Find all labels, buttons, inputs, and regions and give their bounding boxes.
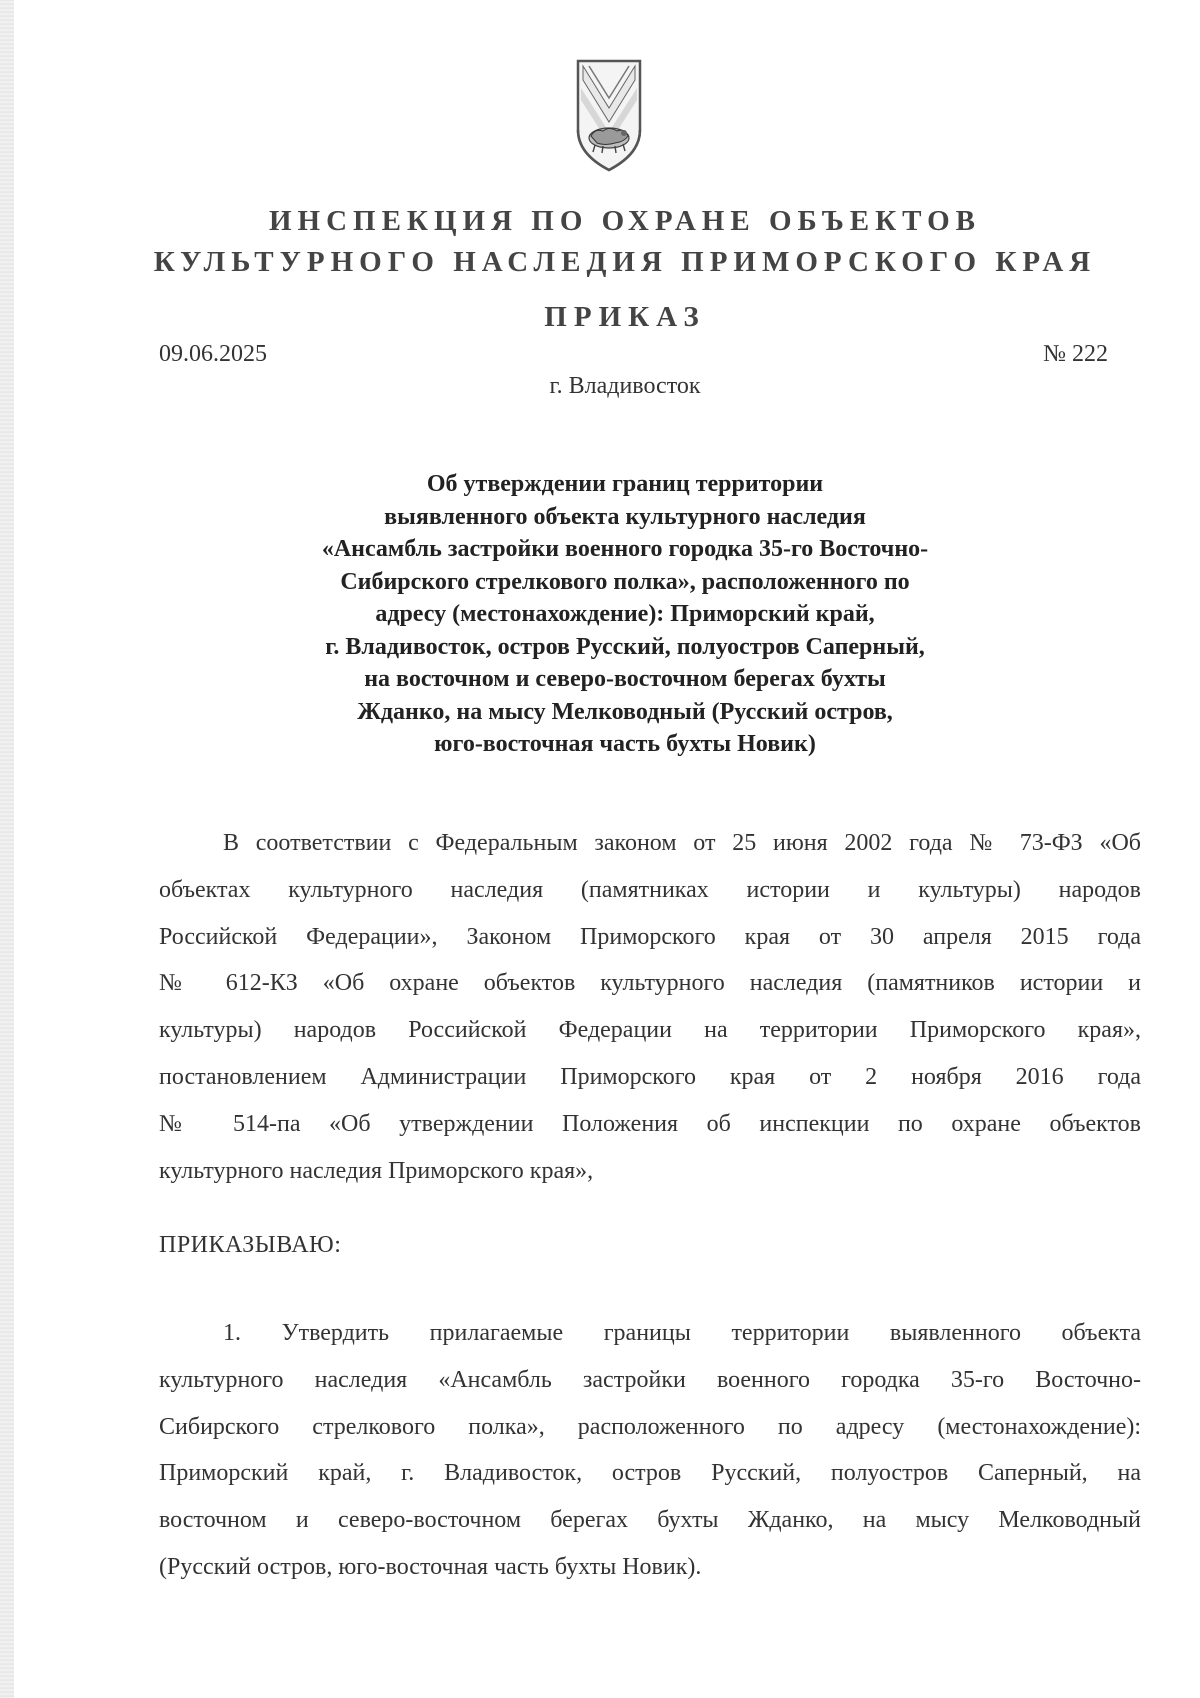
title-line: Об утверждении границ территории (426, 471, 824, 497)
title-line: адресу (местонахождение): Приморский край, (375, 601, 875, 627)
preamble-line: Российской Федерации», Законом Приморского края от 30 апреля 2015 года (159, 923, 1141, 950)
title-line: Жданко, на мысу Мелководный (Русский остров, (357, 698, 893, 725)
document-title (250, 468, 1000, 761)
document-number: № 222 (1043, 341, 1108, 367)
title-line: Сибирского стрелкового полка», расположенного по (340, 568, 910, 595)
title-line: на восточном и северо-восточном берегах бухты (364, 666, 886, 692)
item-line: восточном и северо-восточном берегах бухты Жданко, на мысу Мелководный (159, 1507, 1141, 1534)
preamble-line: постановлением Администрации Приморского края от 2 ноября 2016 года (159, 1063, 1141, 1090)
order-word: ПРИКАЗЫВАЮ: (159, 1232, 342, 1258)
order-item-1 (159, 1310, 1141, 1591)
preamble-line: культурного наследия Приморского края», (159, 1157, 594, 1184)
coat-of-arms-icon (575, 58, 643, 176)
preamble-line: объектах культурного наследия (памятниках истории и культуры) народов (159, 876, 1141, 903)
item-line: Приморский край, г. Владивосток, остров Русский, полуостров Саперный, на (159, 1460, 1141, 1487)
document-city: г. Владивосток (549, 373, 701, 399)
title-line: юго-восточная часть бухты Новик) (434, 731, 816, 757)
item-line: Сибирского стрелкового полка», расположенного по адресу (местонахождение): (159, 1413, 1141, 1440)
item-line: 1. Утвердить прилагаемые границы территории выявленного объекта (223, 1320, 1141, 1346)
preamble-line: № 612-КЗ «Об охране объектов культурного наследия (памятников истории и (159, 970, 1141, 997)
preamble-line: № 514-па «Об утверждении Положения об инспекции по охране объектов (159, 1110, 1141, 1137)
organization-name-line2: КУЛЬТУРНОГО НАСЛЕДИЯ ПРИМОРСКОГО КРАЯ (153, 246, 1097, 278)
title-line: г. Владивосток, остров Русский, полуостров Саперный, (325, 633, 925, 660)
preamble-paragraph (159, 820, 1141, 1194)
document-date: 09.06.2025 (159, 341, 267, 367)
organization-name-line1: ИНСПЕКЦИЯ ПО ОХРАНЕ ОБЪЕКТОВ (268, 205, 982, 237)
title-line: «Ансамбль застройки военного городка 35-го Восточно- (321, 536, 929, 562)
title-line: выявленного объекта культурного наследия (384, 503, 866, 530)
preamble-line: культуры) народов Российской Федерации на территории Приморского края», (159, 1017, 1141, 1044)
document-type: ПРИКАЗ (544, 301, 706, 333)
item-line: (Русский остров, юго-восточная часть бухты Новик). (159, 1553, 702, 1580)
scan-edge (0, 0, 14, 1698)
item-line: культурного наследия «Ансамбль застройки военного городка 35-го Восточно- (159, 1366, 1141, 1393)
preamble-line: В соответствии с Федеральным законом от 25 июня 2002 года № 73-ФЗ «Об (223, 830, 1141, 856)
